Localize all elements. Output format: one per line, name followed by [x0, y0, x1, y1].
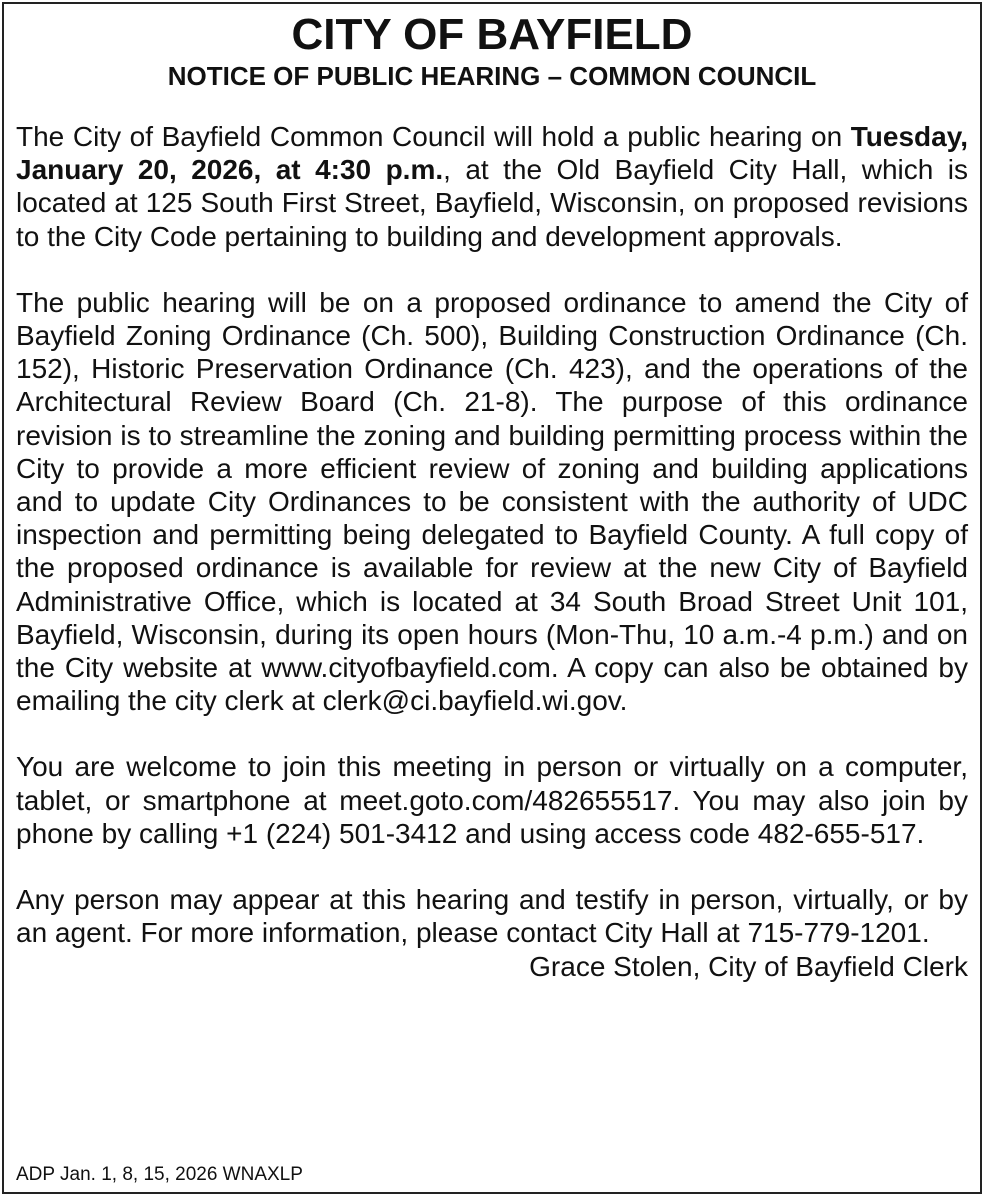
paragraph1-intro: The City of Bayfield Common Council will hold a public hearing on	[16, 121, 851, 152]
paragraph1-location: , at the Old Bayfield City Hall, which is located at 125 South First Street, Bayfield, Wisconsin, on proposed revisions to the City Code pertaining to building and development approvals.	[16, 154, 968, 252]
paragraph-testimony-contact: Any person may appear at this hearing and testify in person, virtually, or by an agent. For more information, please contact City Hall at 715-779-1201.	[16, 884, 968, 949]
paragraph-ordinance-details: The public hearing will be on a proposed ordinance to amend the City of Bayfield Zoning Ordinance (Ch. 500), Building Construction Ordinance (Ch. 152), Historic Preservation Ordinance (Ch. 423), and the operations of the Architectural Review Board (Ch. 21-8). The purpose of this ordinance revision is to streamline the zoning and building permitting process within the City to provide a more efficient review of zoning and building applications and to update City Ordinances to be consistent with the authority of UDC inspection and permitting being delegated to Bayfield County. A full copy of the proposed ordinance is available for review at the new City of Bayfield Administrative Office, which is located at 34 South Broad Street Unit 101, Bayfield, Wisconsin, during its open hours (Mon-Thu, 10 a.m.-4 p.m.) and on the City website at www.cityofbayfield.com. A copy can also be obtained by emailing the city clerk at clerk@ci.bayfield.wi.gov.	[16, 286, 968, 717]
notice-subtitle: NOTICE OF PUBLIC HEARING – COMMON COUNCIL	[167, 61, 817, 91]
hearing-date-time: Tuesday, January 20, 2026, at 4:30 p.m.	[16, 121, 968, 186]
notice-title: CITY OF BAYFIELD	[291, 10, 693, 59]
paragraph-virtual-attendance: You are welcome to join this meeting in person or virtually on a computer, tablet, or smartphone at meet.goto.com/482655517. You may also join by phone by calling +1 (224) 501-3412 and using access code 482-655-517.	[16, 751, 968, 849]
publication-footer: ADP Jan. 1, 8, 15, 2026 WNAXLP	[16, 1164, 303, 1185]
public-notice	[2, 2, 982, 1194]
clerk-signature: Grace Stolen, City of Bayfield Clerk	[529, 951, 968, 983]
paragraph-hearing-date	[16, 120, 968, 253]
